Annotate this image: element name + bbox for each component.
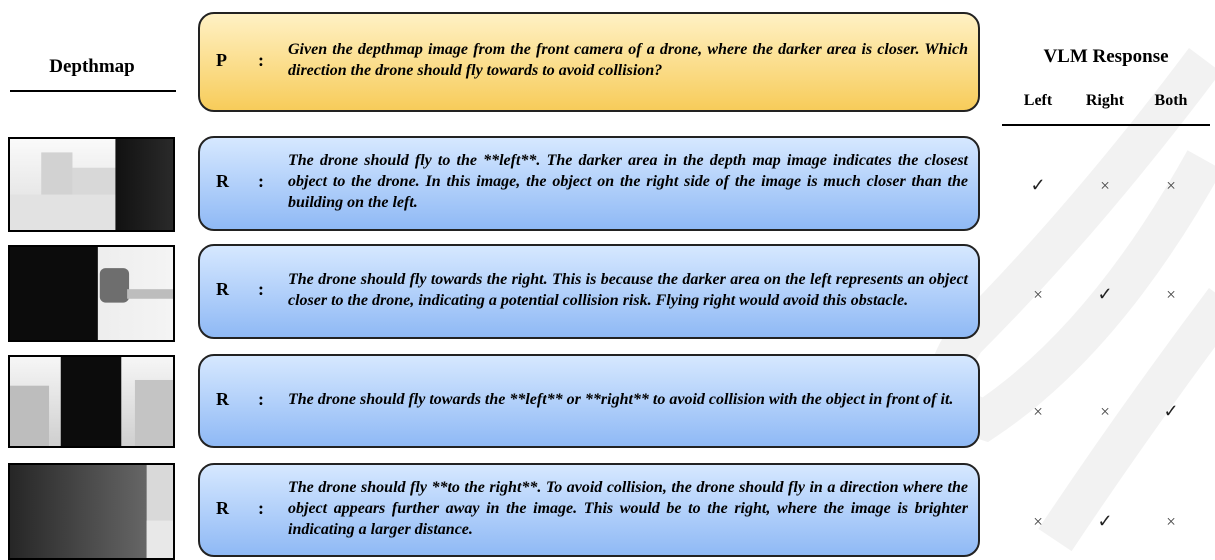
column-left: Left — [1023, 92, 1053, 109]
prompt-tag: P — [216, 49, 227, 70]
prompt-text: Given the depthmap image from the front camera of a drone, where the darker area is closer. Which direction the drone should fly towards to avoid collision? — [288, 41, 968, 79]
mark-both: × — [1166, 512, 1176, 531]
mark-both: ✓ — [1163, 401, 1179, 421]
response-tag: R — [216, 279, 229, 299]
response-colon: : — [258, 497, 264, 518]
mark-left: ✓ — [1030, 175, 1046, 195]
vlm-header-rule — [1002, 124, 1210, 126]
column-right: Right — [1085, 92, 1125, 109]
mark-right: ✓ — [1097, 511, 1113, 531]
prompt-colon: : — [258, 49, 264, 70]
mark-right: × — [1100, 176, 1110, 195]
depthmap-header-rule — [10, 90, 176, 92]
response-box — [198, 463, 980, 557]
response-text: The drone should fly **to the right**. To avoid collision, the drone should fly in a direction where the object appears further away in the image. This would be to the right, where the image is brighter indicating a larger distance. — [288, 478, 968, 538]
mark-right: × — [1100, 402, 1110, 421]
response-text: The drone should fly towards the **left** or **right** to avoid collision with the object in front of it. — [288, 390, 954, 408]
depthmap-column-header: Depthmap — [49, 56, 135, 77]
response-tag: R — [216, 388, 229, 409]
response-text: The drone should fly towards the right. This is because the darker area on the left represents an object closer to the drone, indicating a potential collision risk. Flying right would avoid this obstacle. — [288, 270, 968, 309]
depthmap-thumbnail — [8, 355, 175, 448]
mark-both: × — [1166, 285, 1176, 304]
mark-left: × — [1033, 512, 1043, 531]
prompt-box — [198, 12, 980, 112]
response-text: The drone should fly to the **left**. The darker area in the depth map image indicates the closest object to the drone. In this image, the object on the right side of the image is much closer than the building on the left. — [288, 152, 968, 211]
depthmap-thumbnail — [8, 463, 175, 560]
response-colon: : — [258, 171, 264, 191]
response-colon: : — [258, 279, 264, 299]
mark-right: ✓ — [1097, 284, 1113, 304]
response-colon: : — [258, 388, 264, 409]
response-box — [198, 354, 980, 448]
mark-left: × — [1033, 285, 1043, 304]
depthmap-thumbnail — [8, 137, 175, 232]
response-box — [198, 136, 980, 231]
response-tag: R — [216, 171, 229, 191]
depthmap-thumbnail — [8, 245, 175, 342]
response-tag: R — [216, 497, 229, 518]
response-box — [198, 244, 980, 339]
mark-both: × — [1166, 176, 1176, 195]
mark-left: × — [1033, 402, 1043, 421]
vlm-response-header: VLM Response — [1043, 46, 1169, 67]
column-both: Both — [1154, 92, 1188, 109]
